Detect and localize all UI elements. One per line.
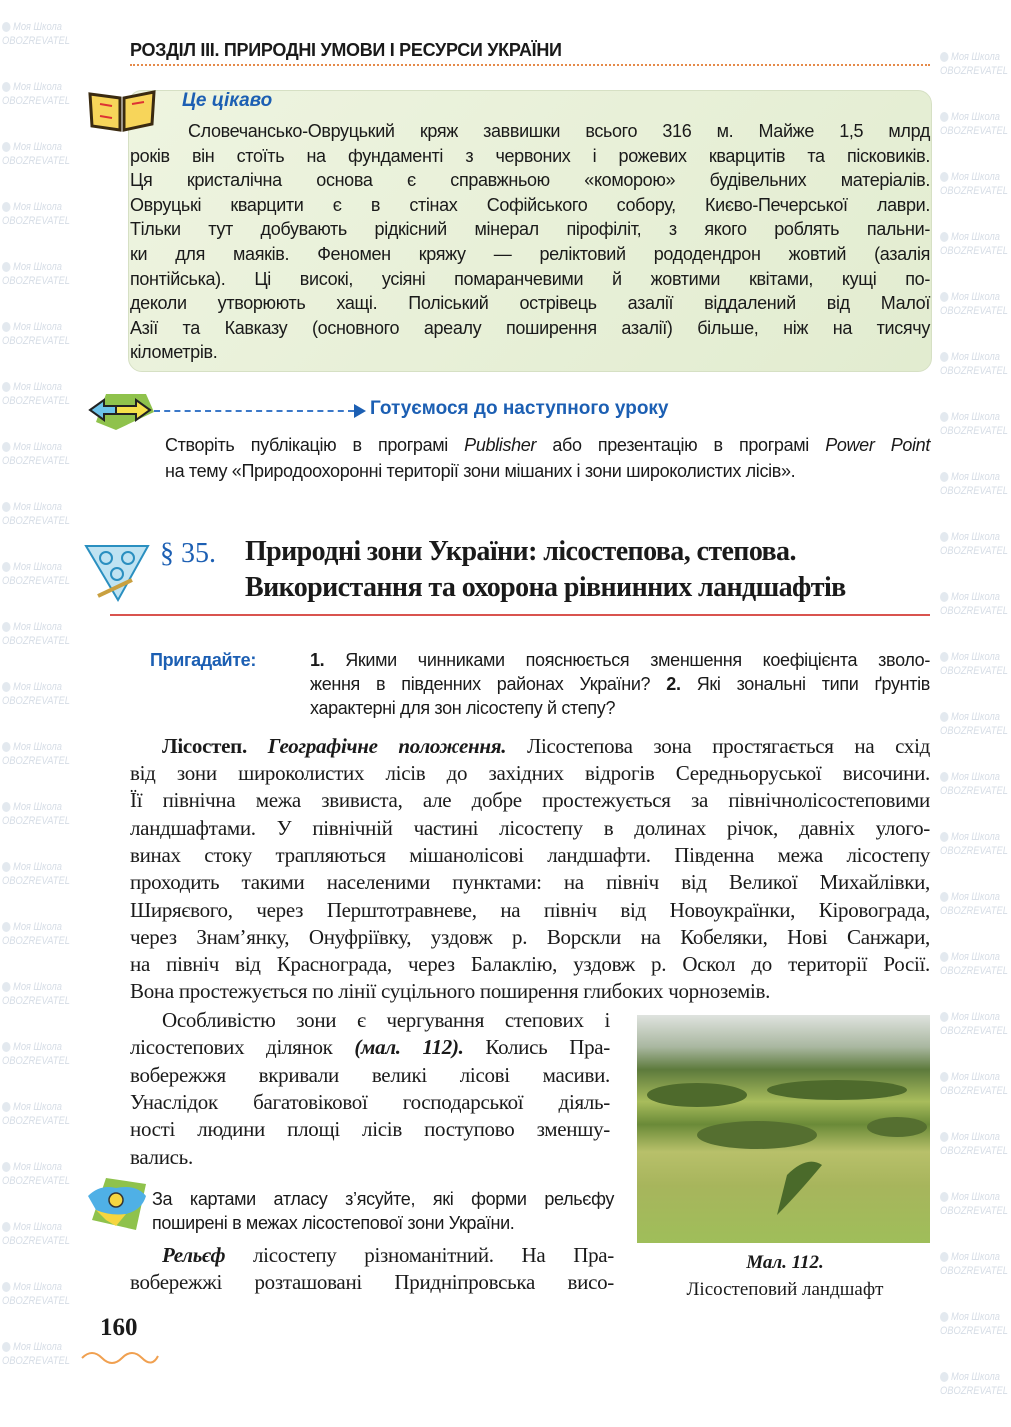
recall-label: Пригадайте: — [150, 650, 256, 670]
recall-question: характерні для зон лісостепу й степу? — [310, 698, 616, 718]
watermark-text: OBOZREVATEL — [2, 575, 70, 587]
watermark — [940, 50, 1008, 78]
open-book-icon — [86, 88, 158, 134]
next-lesson-task-line — [165, 435, 930, 456]
watermark-logo-icon — [940, 1312, 949, 1322]
body-line: Унаслідок багатовікової господарської діяль- — [130, 1089, 610, 1114]
body-line: від зони широколистих лісів до західних відрогів Середньоруської височини. — [130, 761, 930, 785]
watermark-logo-icon — [2, 1222, 11, 1232]
watermark-text: Моя Школа — [13, 621, 62, 633]
task-line: За картами атласу з’ясуйте, які форми рельєфу — [152, 1189, 614, 1209]
watermark-text: Моя Школа — [13, 801, 62, 813]
watermark-logo-icon — [940, 952, 949, 962]
watermark — [940, 1310, 1008, 1338]
watermark-text: OBOZREVATEL — [940, 365, 1008, 377]
figure-label: Мал. 112. — [746, 1252, 824, 1273]
watermark-logo-icon — [2, 82, 11, 92]
watermark-logo-icon — [2, 1102, 11, 1112]
watermark-logo-icon — [940, 772, 949, 782]
paragraph-number: § 35. — [160, 538, 216, 569]
watermark-text: Моя Школа — [13, 501, 62, 513]
task-line: поширені в межах лісостепової зони України. — [152, 1213, 515, 1233]
watermark-text: Моя Школа — [13, 21, 62, 33]
watermark — [940, 650, 1008, 678]
watermark — [940, 770, 1008, 798]
watermark-text: Моя Школа — [951, 411, 1000, 423]
watermark-text: OBOZREVATEL — [2, 455, 70, 467]
watermark-logo-icon — [2, 322, 11, 332]
watermark-logo-icon — [940, 52, 949, 62]
watermark-logo-icon — [2, 22, 11, 32]
watermark — [940, 1010, 1008, 1038]
watermark-text: Моя Школа — [13, 141, 62, 153]
section-header: РОЗДІЛ ІІІ. ПРИРОДНІ УМОВИ І РЕСУРСИ УКРАЇНИ — [130, 40, 562, 60]
watermark-logo-icon — [940, 1372, 949, 1382]
next-lesson-title: Готуємося до наступного уроку — [370, 398, 669, 419]
watermark-text: OBOZREVATEL — [940, 1145, 1008, 1157]
watermark-text: OBOZREVATEL — [940, 665, 1008, 677]
watermark-text: OBOZREVATEL — [2, 335, 70, 347]
watermark-text: OBOZREVATEL — [2, 35, 70, 47]
watermark-text: OBOZREVATEL — [940, 65, 1008, 77]
watermark-text: Моя Школа — [951, 831, 1000, 843]
watermark-text: Моя Школа — [951, 591, 1000, 603]
watermark — [940, 710, 1008, 738]
watermark-logo-icon — [2, 502, 11, 512]
watermark-logo-icon — [2, 742, 11, 752]
watermark — [2, 860, 70, 888]
watermark — [2, 980, 70, 1008]
watermark-text: Моя Школа — [951, 171, 1000, 183]
watermark-logo-icon — [940, 172, 949, 182]
watermark-text: Моя Школа — [951, 771, 1000, 783]
interesting-line: Азії та Кавказу (основного ареалу поширення азалії) більше, ніж на тисячу — [130, 317, 930, 338]
watermark — [940, 170, 1008, 198]
watermark-logo-icon — [940, 1072, 949, 1082]
text: або презентацію в програмі — [536, 435, 826, 455]
q-num: 1. — [310, 650, 325, 670]
watermark-logo-icon — [2, 1042, 11, 1052]
watermark-text: Моя Школа — [13, 861, 62, 873]
term: Лісостеп. — [162, 734, 247, 758]
text: Колись Пра- — [463, 1035, 610, 1059]
watermark-logo-icon — [940, 1012, 949, 1022]
watermark-text: Моя Школа — [951, 651, 1000, 663]
watermark — [940, 1130, 1008, 1158]
recall-question — [310, 650, 930, 671]
watermark-logo-icon — [2, 682, 11, 692]
watermark-text: Моя Школа — [13, 201, 62, 213]
arrows-icon — [86, 392, 156, 432]
watermark — [940, 350, 1008, 378]
watermark — [2, 800, 70, 828]
watermark — [2, 1100, 70, 1128]
watermark — [940, 470, 1008, 498]
watermark-text: Моя Школа — [951, 1011, 1000, 1023]
watermark-text: Моя Школа — [951, 1311, 1000, 1323]
text: Які зональні типи ґрунтів — [696, 674, 931, 694]
watermark-text: OBOZREVATEL — [2, 695, 70, 707]
watermark-logo-icon — [940, 532, 949, 542]
watermark-text: Моя Школа — [951, 51, 1000, 63]
watermark-text: OBOZREVATEL — [2, 395, 70, 407]
watermark-text: OBOZREVATEL — [940, 1385, 1008, 1397]
watermark-text: OBOZREVATEL — [2, 1355, 70, 1367]
watermark-text: OBOZREVATEL — [2, 215, 70, 227]
watermark-logo-icon — [940, 352, 949, 362]
watermark-logo-icon — [2, 862, 11, 872]
watermark — [940, 1370, 1008, 1398]
watermark-text: OBOZREVATEL — [940, 425, 1008, 437]
watermark-logo-icon — [2, 982, 11, 992]
watermark — [2, 680, 70, 708]
watermark-logo-icon — [2, 202, 11, 212]
page-number: 160 — [100, 1314, 138, 1341]
body-line: ландшафтами. У північній частині лісостепу в долинах річок, давніх улого- — [130, 815, 930, 840]
watermark-text: Моя Школа — [13, 981, 62, 993]
body-line: Ширяєвого, через Перштотравневе, на північ від Новоукраїнки, Кіровограда, — [130, 897, 930, 922]
watermark-text: OBOZREVATEL — [940, 785, 1008, 797]
watermark-text: Моя Школа — [951, 471, 1000, 483]
watermark-text: Моя Школа — [13, 921, 62, 933]
watermark-text: OBOZREVATEL — [940, 1205, 1008, 1217]
watermark — [940, 410, 1008, 438]
text: Створіть публікацію в програмі — [165, 435, 465, 455]
body-line: проходить такими населеними пунктами: на північ від Великої Михайлівки, — [130, 870, 930, 895]
watermark-text: Моя Школа — [951, 711, 1000, 723]
watermark — [2, 380, 70, 408]
watermark — [940, 110, 1008, 138]
watermark-logo-icon — [940, 1252, 949, 1262]
paragraph-title: Природні зони України: лісостепова, степова. — [245, 536, 796, 567]
watermark-text: OBOZREVATEL — [2, 1235, 70, 1247]
interesting-line: Словечансько-Овруцький кряж заввишки всього 316 м. Майже 1,5 млрд — [188, 121, 930, 141]
watermark-text: Моя Школа — [951, 1131, 1000, 1143]
watermark-text: OBOZREVATEL — [940, 1025, 1008, 1037]
watermark-logo-icon — [940, 112, 949, 122]
program-name: Publisher — [464, 435, 537, 455]
watermark — [940, 230, 1008, 258]
watermark-logo-icon — [2, 1162, 11, 1172]
watermark-text: OBOZREVATEL — [2, 935, 70, 947]
watermark — [940, 290, 1008, 318]
watermark-logo-icon — [940, 232, 949, 242]
watermark-text: OBOZREVATEL — [2, 95, 70, 107]
text: Якими чинниками пояснюється зменшення коефіцієнта зволо- — [345, 650, 930, 670]
watermark-text: Моя Школа — [951, 1071, 1000, 1083]
watermark-logo-icon — [940, 712, 949, 722]
interesting-line: Овруцькі кварцити є в стінах Софійського собору, Києво-Печерської лаври. — [130, 194, 930, 215]
watermark-logo-icon — [940, 592, 949, 602]
watermark-text: OBOZREVATEL — [940, 305, 1008, 317]
q-num: 2. — [666, 674, 681, 694]
body-line: ності людини площі лісів поступово зменшу- — [130, 1117, 610, 1142]
watermark — [940, 890, 1008, 918]
watermark-logo-icon — [2, 622, 11, 632]
watermark-text: OBOZREVATEL — [940, 965, 1008, 977]
watermark — [2, 560, 70, 588]
body-line: Особливістю зони є чергування степових і — [162, 1008, 610, 1032]
watermark-text: OBOZREVATEL — [940, 125, 1008, 137]
watermark-text: OBOZREVATEL — [940, 905, 1008, 917]
dashed-connector — [154, 410, 354, 412]
text: Лісостепова зона простягається на схід — [506, 734, 930, 758]
watermark-logo-icon — [940, 832, 949, 842]
watermark — [2, 1340, 70, 1368]
watermark-text: Моя Школа — [951, 1251, 1000, 1263]
watermark-text: Моя Школа — [951, 531, 1000, 543]
watermark — [2, 920, 70, 948]
watermark-logo-icon — [940, 472, 949, 482]
watermark-logo-icon — [2, 382, 11, 392]
watermark — [2, 620, 70, 648]
watermark-logo-icon — [2, 442, 11, 452]
watermark-text: Моя Школа — [13, 381, 62, 393]
watermark — [2, 20, 70, 48]
subterm: Географічне положення. — [267, 734, 507, 758]
watermark — [2, 1160, 70, 1188]
watermark-logo-icon — [940, 412, 949, 422]
paragraph-title: Використання та охорона рівнинних ландшафтів — [245, 572, 846, 603]
text: лісостепових ділянок — [130, 1035, 355, 1059]
watermark-text: OBOZREVATEL — [940, 845, 1008, 857]
watermark-text: Моя Школа — [951, 951, 1000, 963]
body-line: винах стоку трапляються мішанолісові ландшафти. Південна межа лісостепу — [130, 842, 930, 867]
body-line — [162, 1243, 614, 1267]
watermark-text: Моя Школа — [13, 1041, 62, 1053]
watermark-text: OBOZREVATEL — [2, 1175, 70, 1187]
watermark-text: OBOZREVATEL — [2, 995, 70, 1007]
watermark-logo-icon — [2, 1342, 11, 1352]
watermark-text: Моя Школа — [13, 741, 62, 753]
watermark-text: OBOZREVATEL — [940, 605, 1008, 617]
watermark-text: Моя Школа — [951, 111, 1000, 123]
watermark — [2, 500, 70, 528]
watermark-text: OBOZREVATEL — [940, 245, 1008, 257]
watermark-logo-icon — [2, 142, 11, 152]
watermark-text: OBOZREVATEL — [2, 1055, 70, 1067]
watermark-logo-icon — [2, 922, 11, 932]
watermark — [2, 80, 70, 108]
next-lesson-task-line: на тему «Природоохоронні території зони мішаних і зони широколистих лісів». — [165, 461, 796, 481]
ornament-icon — [80, 1346, 160, 1366]
watermark-text: Моя Школа — [13, 561, 62, 573]
watermark-text: Моя Школа — [13, 1161, 62, 1173]
watermark-text: OBOZREVATEL — [940, 1085, 1008, 1097]
watermark-text: OBOZREVATEL — [2, 275, 70, 287]
body-line: вобережжя вкривали великі лісові масиви. — [130, 1062, 610, 1087]
watermark-text: OBOZREVATEL — [2, 875, 70, 887]
watermark-text: OBOZREVATEL — [940, 485, 1008, 497]
watermark — [2, 1040, 70, 1068]
watermark-text: Моя Школа — [13, 81, 62, 93]
body-line: Її північна межа звивиста, але добре простежується за північнолісостеповими — [130, 788, 930, 813]
body-line: на північ від Краснограда, через Балаклію, уздовж р. Оскол до території Росії. — [130, 952, 930, 977]
ukraine-map-icon — [86, 1176, 152, 1232]
landscape-details — [637, 1015, 930, 1243]
recall-question — [310, 674, 930, 695]
body-line: вобережжі розташовані Придніпровська висо- — [130, 1270, 614, 1294]
watermark-text: Моя Школа — [951, 891, 1000, 903]
body-line — [162, 734, 930, 758]
text: ження в південних районах України? — [310, 674, 667, 694]
watermark-text: Моя Школа — [13, 261, 62, 273]
watermark-text: Моя Школа — [951, 351, 1000, 363]
interesting-line: понтійська). Ці високі, усіяні помаранчевими й жовтими квітами, кущі по- — [130, 268, 930, 289]
watermark — [940, 830, 1008, 858]
watermark-logo-icon — [2, 562, 11, 572]
watermark-logo-icon — [940, 892, 949, 902]
watermark-logo-icon — [2, 802, 11, 812]
watermark-text: OBOZREVATEL — [940, 1325, 1008, 1337]
watermark-text: OBOZREVATEL — [2, 635, 70, 647]
watermark — [2, 1220, 70, 1248]
watermark-text: Моя Школа — [951, 1191, 1000, 1203]
watermark-text: OBOZREVATEL — [2, 1295, 70, 1307]
watermark-text: Моя Школа — [951, 231, 1000, 243]
interesting-line: ки для маяків. Феномен кряжу — реліктовий рододендрон жовтий (азалія — [130, 244, 930, 264]
header-divider — [130, 64, 930, 66]
watermark — [940, 950, 1008, 978]
watermark — [940, 530, 1008, 558]
watermark-text: OBOZREVATEL — [2, 155, 70, 167]
watermark — [2, 740, 70, 768]
watermark-text: OBOZREVATEL — [940, 725, 1008, 737]
watermark-text: Моя Школа — [13, 441, 62, 453]
watermark-text: Моя Школа — [951, 291, 1000, 303]
watermark — [2, 320, 70, 348]
interesting-line: років він стоїть на фундаменті з червоних і рожевих кварцитів та пісковиків. — [130, 145, 930, 166]
figure-ref: (мал. 112). — [354, 1035, 464, 1059]
watermark-text: Моя Школа — [13, 1281, 62, 1293]
text: лісостепу різноманітний. На Пра- — [225, 1243, 614, 1267]
interesting-title: Це цікаво — [182, 90, 273, 111]
watermark-logo-icon — [940, 652, 949, 662]
watermark-text: OBOZREVATEL — [940, 1265, 1008, 1277]
watermark-text: OBOZREVATEL — [2, 755, 70, 767]
interesting-line: Тільки тут добувають рідкісний мінерал пірофіліт, з якого роблять пальни- — [130, 219, 930, 240]
forest-steppe-photo — [637, 1015, 930, 1243]
watermark-logo-icon — [2, 1282, 11, 1292]
term: Рельєф — [162, 1243, 226, 1267]
figure-caption: Лісостеповий ландшафт — [686, 1279, 884, 1300]
watermark-text: Моя Школа — [13, 1221, 62, 1233]
interesting-line: Ця кристалічна основа є справжньою «коморою» будівельних матеріалів. — [130, 170, 930, 191]
watermark — [940, 1190, 1008, 1218]
watermark-logo-icon — [940, 1132, 949, 1142]
body-line — [130, 1035, 610, 1059]
interesting-line: кілометрів. — [130, 342, 218, 363]
watermark-text: Моя Школа — [13, 1341, 62, 1353]
watermark-logo-icon — [2, 262, 11, 272]
watermark-logo-icon — [940, 292, 949, 302]
title-divider — [110, 614, 930, 616]
watermark-text: OBOZREVATEL — [2, 1115, 70, 1127]
program-name: Power Point — [825, 435, 930, 455]
watermark-logo-icon — [940, 1192, 949, 1202]
body-line: Вона простежується по лінії суцільного поширення глибоких чорноземів. — [130, 979, 771, 1004]
arrow-head-icon — [354, 404, 366, 418]
watermark — [2, 1280, 70, 1308]
watermark-text: OBOZREVATEL — [2, 815, 70, 827]
body-line: вались. — [130, 1144, 193, 1169]
watermark-text: Моя Школа — [951, 1371, 1000, 1383]
watermark-text: OBOZREVATEL — [940, 185, 1008, 197]
embroidery-icon — [84, 540, 154, 610]
watermark — [940, 1070, 1008, 1098]
watermark-text: Моя Школа — [13, 1101, 62, 1113]
interesting-line: деколи утворюють хащі. Поліський острівець азалії віддалений від Малої — [130, 293, 930, 314]
watermark-text: Моя Школа — [13, 681, 62, 693]
watermark-text: OBOZREVATEL — [2, 515, 70, 527]
watermark — [2, 140, 70, 168]
watermark-text: Моя Школа — [13, 321, 62, 333]
watermark — [940, 1250, 1008, 1278]
body-line: через Знам’янку, Онуфріївку, уздовж р. Ворскли на Кобеляки, Нові Санжари, — [130, 924, 930, 949]
watermark — [2, 440, 70, 468]
watermark-text: OBOZREVATEL — [940, 545, 1008, 557]
watermark — [2, 200, 70, 228]
watermark — [940, 590, 1008, 618]
watermark — [2, 260, 70, 288]
